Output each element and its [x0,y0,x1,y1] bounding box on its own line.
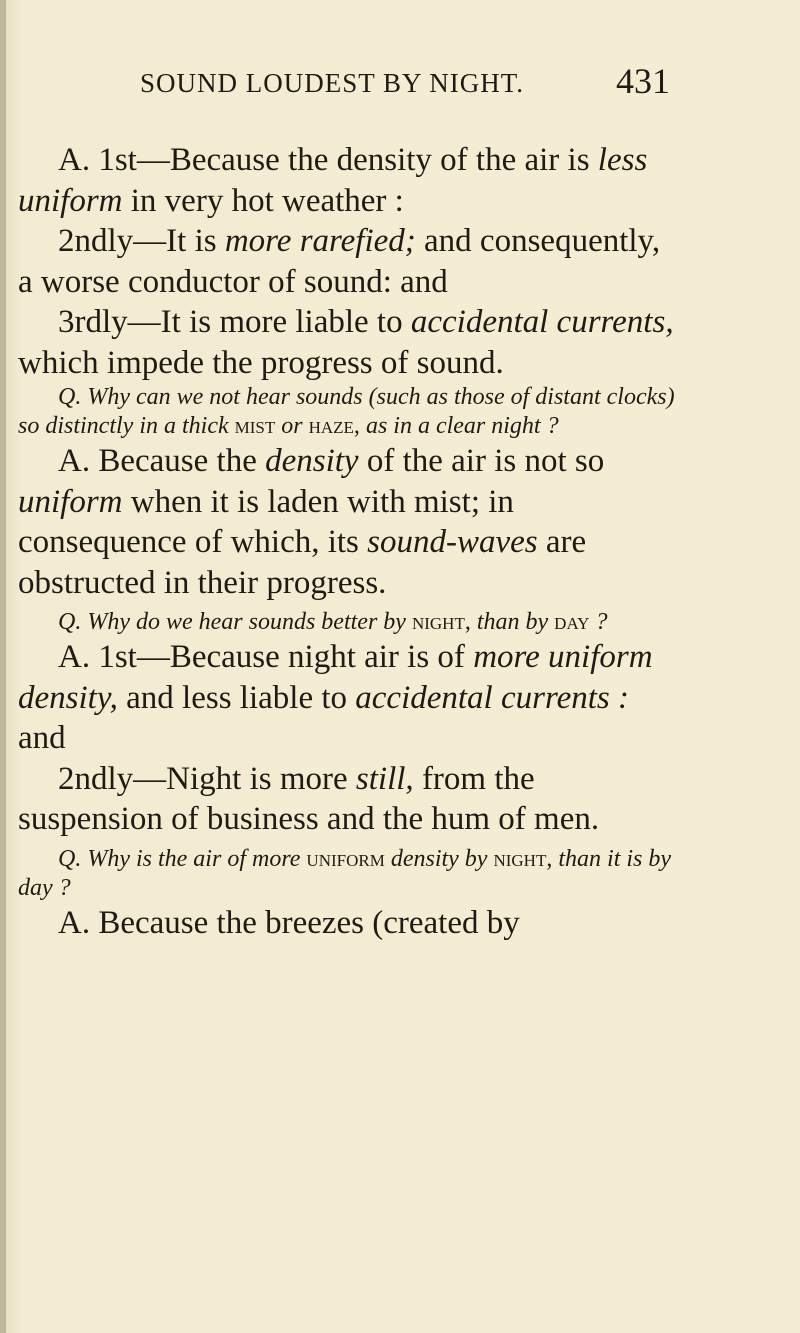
answer-paragraph-1: A. 1st—Because the density of the air is less uniform in very hot weather : [18,142,648,219]
question-paragraph-3: Q. Why is the air of more uniform density by night, than it is by day ? [18,845,672,901]
answer-paragraph-4: A. Because the density of the air is not so uniform when it is laden with mist; in consequence of which, its sound-waves are obstructed in their progress. [18,443,605,601]
page-header [140,60,670,110]
page-number: 431 [616,61,670,101]
answer-paragraph-3: 3rdly—It is more liable to accidental currents, which impede the progress of sound. [18,304,674,381]
body-text [18,140,678,943]
running-head: SOUND LOUDEST BY NIGHT. [140,68,524,98]
question-paragraph-1: Q. Why can we not hear sounds (such as those of distant clocks) so distinctly in a thick mist or haze, as in a clear night ? [18,384,675,439]
answer-paragraph-7: A. Because the breezes (created by [58,904,520,941]
answer-paragraph-5: A. 1st—Because night air is of more uniform density, and less liable to accidental currents : and [18,639,653,756]
page-binding-edge [0,0,6,1333]
question-paragraph-2: Q. Why do we hear sounds better by night, than by day ? [58,609,608,635]
answer-paragraph-2: 2ndly—It is more rarefied; and consequently, a worse conductor of sound: and [18,223,661,300]
answer-paragraph-6: 2ndly—Night is more still, from the suspension of business and the hum of men. [18,760,600,837]
